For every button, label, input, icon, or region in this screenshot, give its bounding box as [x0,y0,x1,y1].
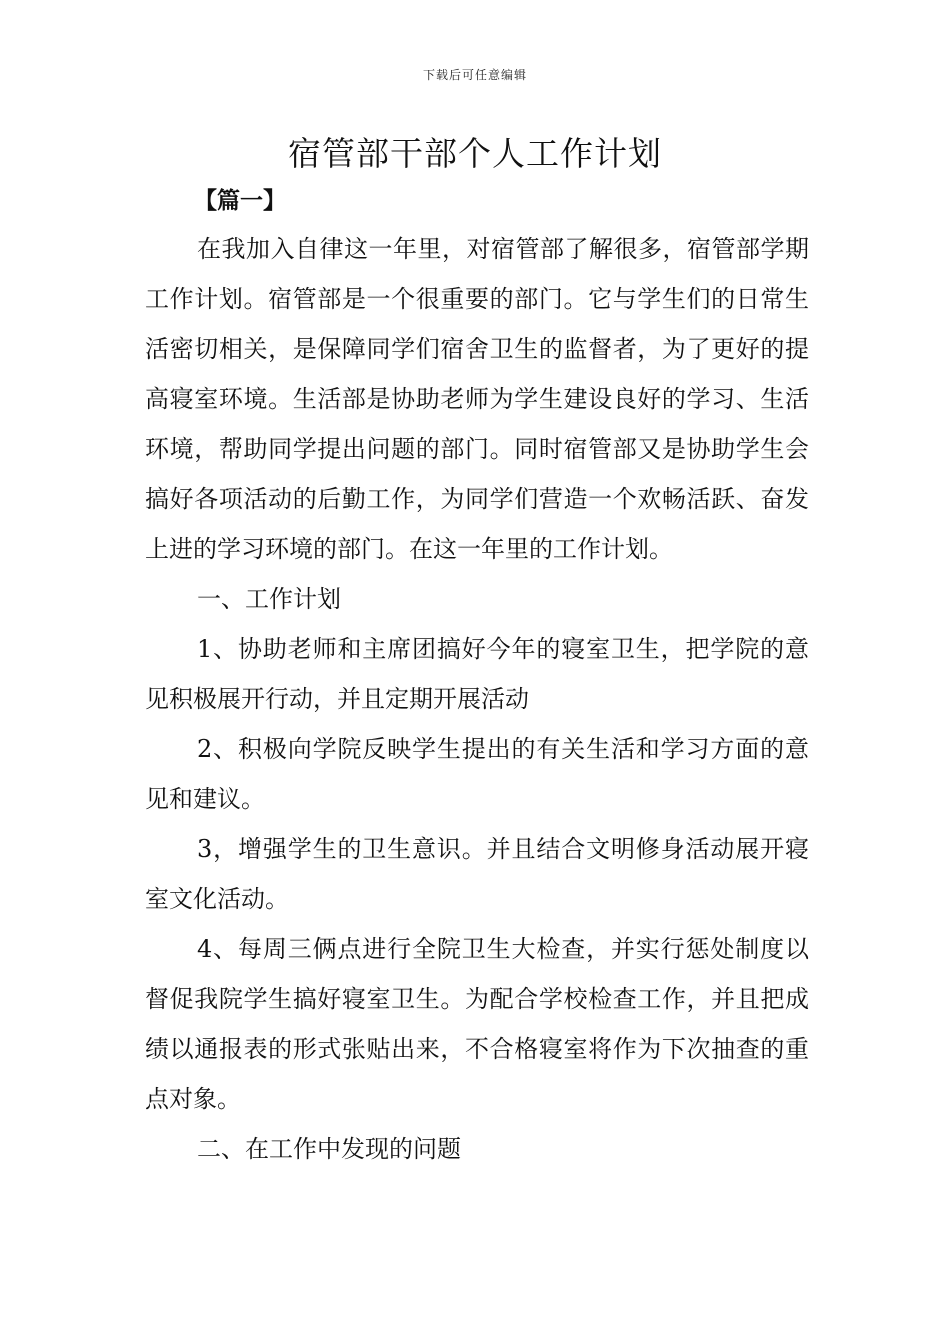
paragraph-item-3: 3，增强学生的卫生意识。并且结合文明修身活动展开寝室文化活动。 [145,835,809,913]
paragraph-heading-work-plan: 一、工作计划 [197,585,341,613]
paragraph-item-4: 4、每周三俩点进行全院卫生大检查，并实行惩处制度以督促我院学生搞好寝室卫生。为配合学校检查工作，并且把成绩以通报表的形式张贴出来，不合格寝室将作为下次抽查的重点对象。 [145,935,809,1113]
header-note: 下载后可任意编辑 [422,68,527,82]
section-heading: 【篇一】 [194,188,286,214]
paragraph-intro: 在我加入自律这一年里，对宿管部了解很多，宿管部学期工作计划。宿管部是一个很重要的部门。它与学生们的日常生活密切相关，是保障同学们宿舍卫生的监督者，为了更好的提高寝室环境。生活部是协助老师为学生建设良好的学习、生活环境，帮助同学提出问题的部门。同时宿管部又是协助学生会搞好各项活动的后勤工作，为同学们营造一个欢畅活跃、奋发上进的学习环境的部门。在这一年里的工作计划。 [145,235,809,563]
document-title: 宿管部干部个人工作计划 [288,134,662,173]
paragraph-item-2: 2、积极向学院反映学生提出的有关生活和学习方面的意见和建议。 [145,735,809,813]
document-body [145,224,809,1174]
paragraph-heading-problems: 二、在工作中发现的问题 [197,1135,461,1163]
paragraph-item-1: 1、协助老师和主席团搞好今年的寝室卫生，把学院的意见积极展开行动，并且定期开展活动 [145,635,809,713]
